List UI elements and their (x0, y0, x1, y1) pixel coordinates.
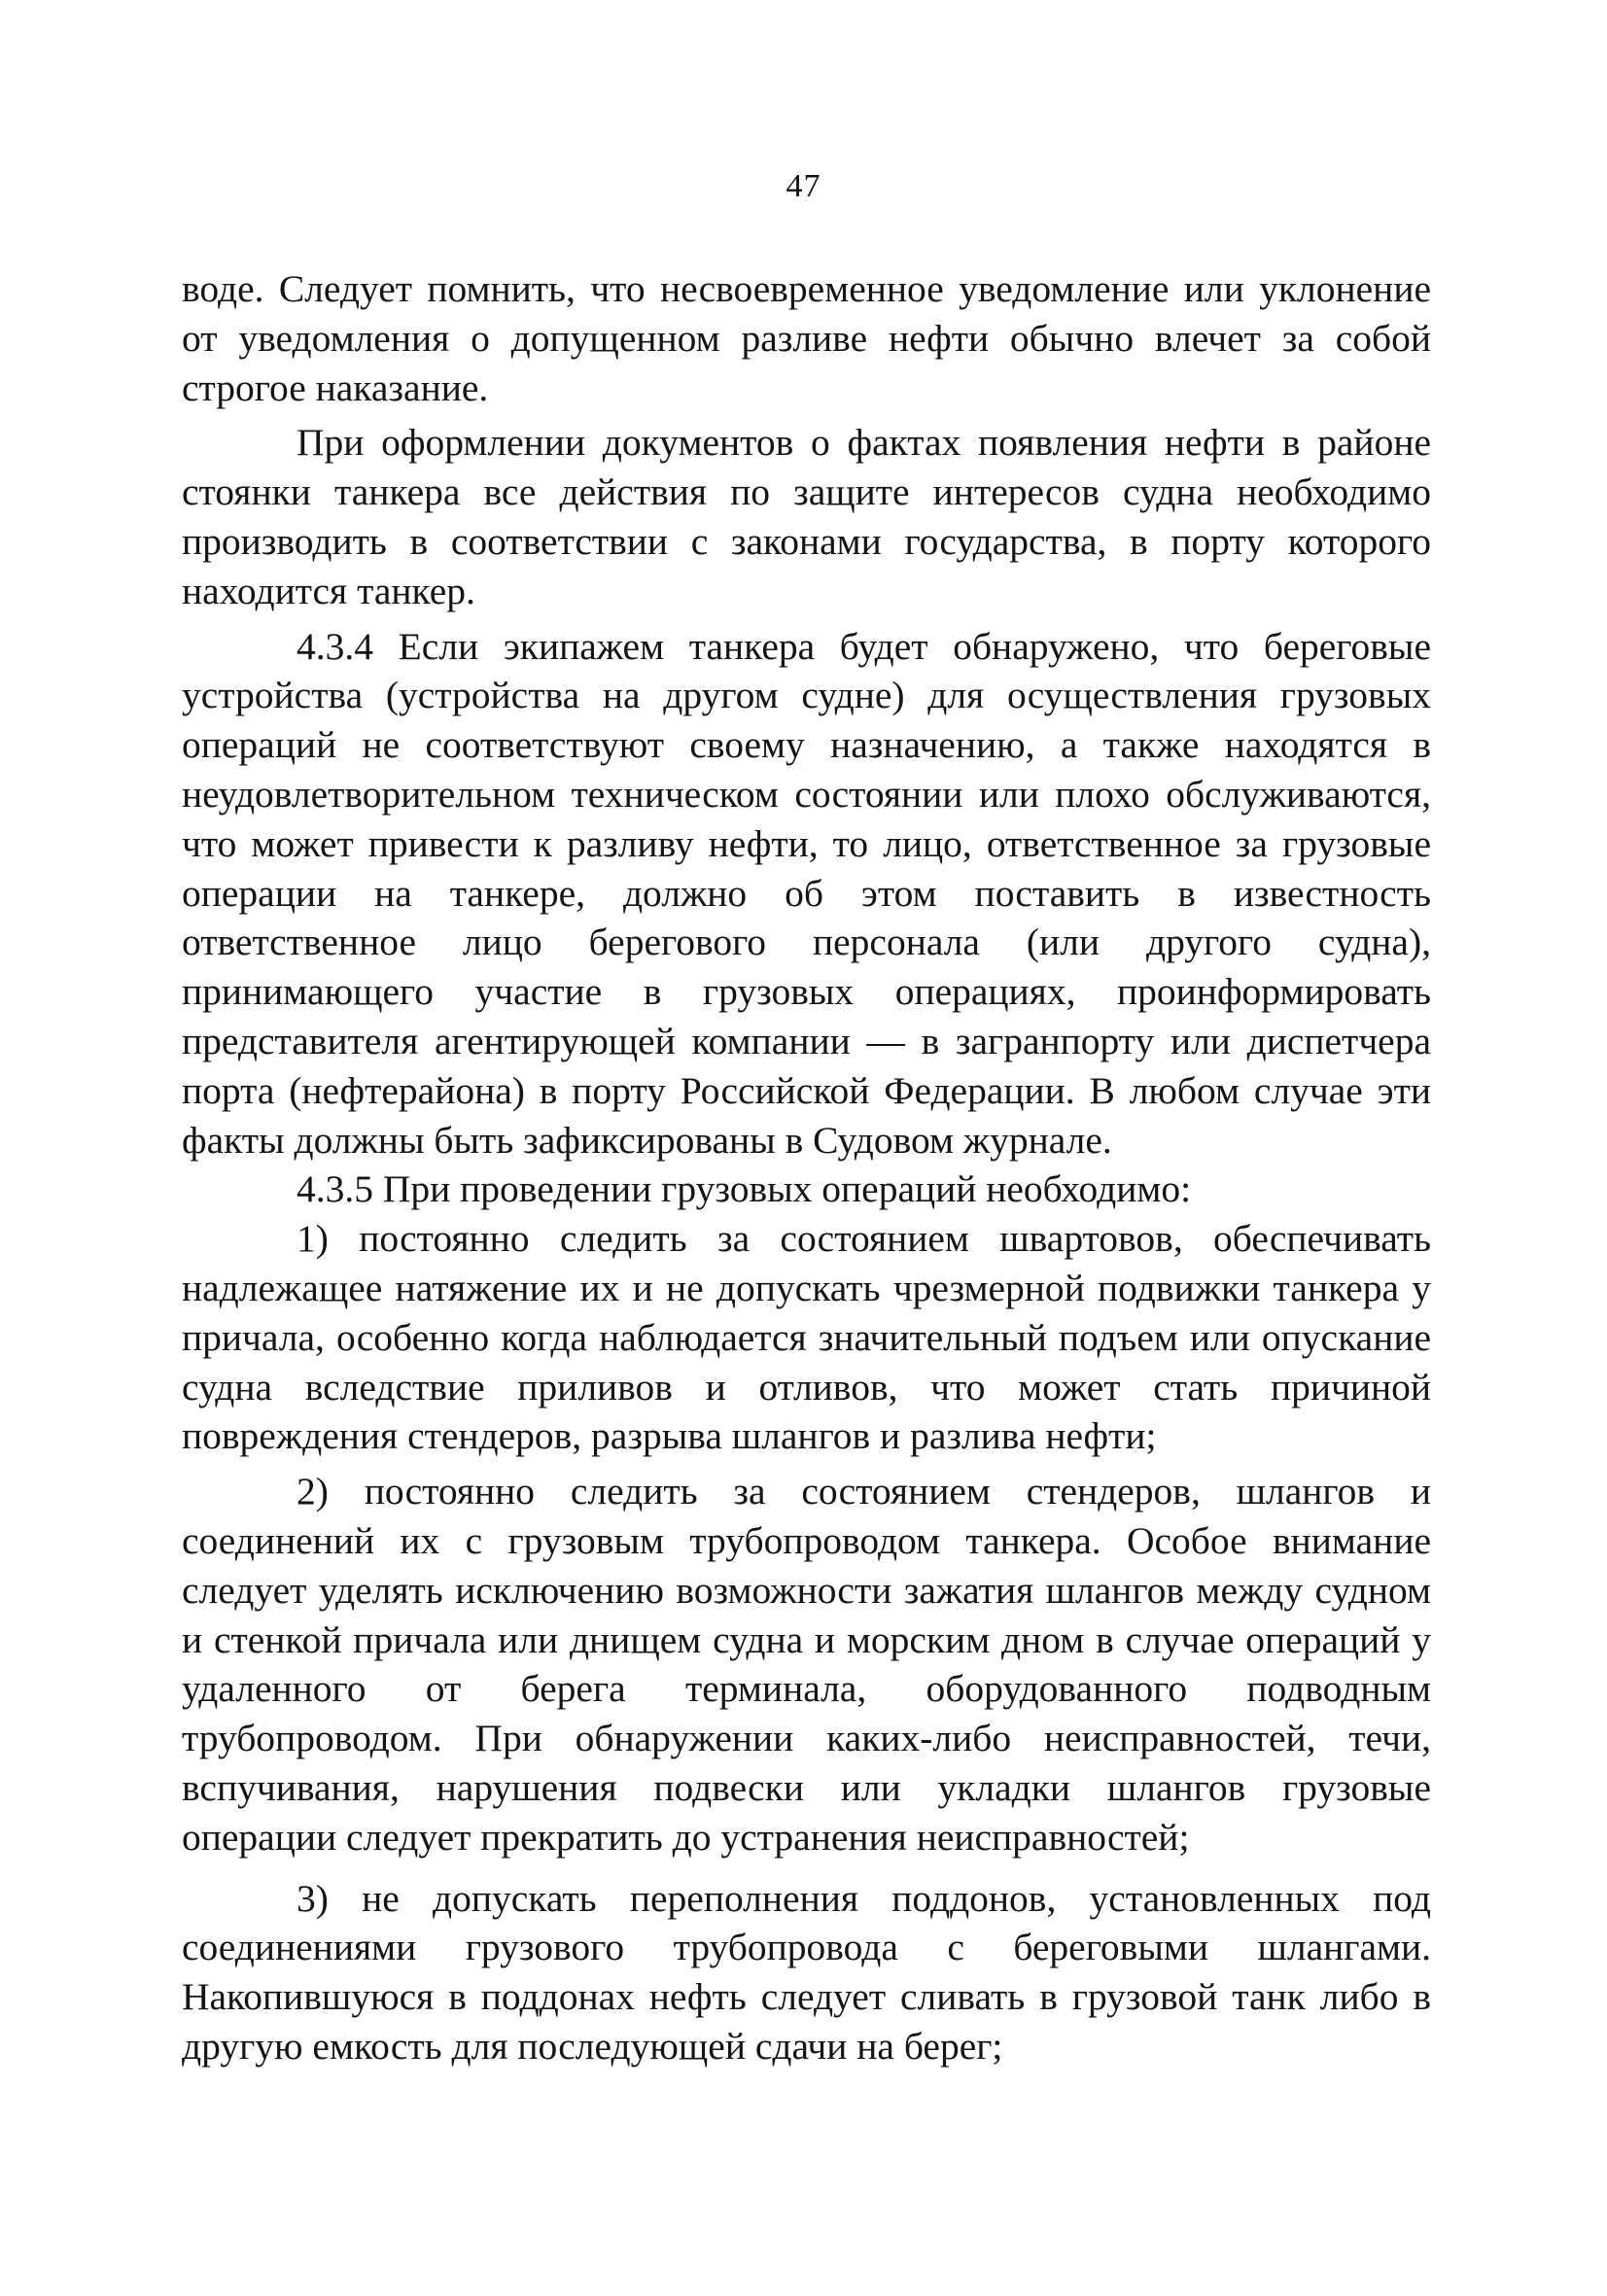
paragraph-continuation: воде. Следует помнить, что несвоевременное уведомление или уклонение от уведомления о допущенном разливе нефти обычно влечет за собой строгое наказание. (182, 267, 1431, 409)
paragraph-4-3-4: 4.3.4 Если экипажем танкера будет обнаружено, что береговые устройства (устройства на другом судне) для осуществления грузовых операций не соответствуют своему назначению, а также находятся в неудовлетворительном техническом состоянии или плохо обслуживаются, что может привести к разливу нефти, то лицо, ответственное за грузовые операции на танкере, должно об этом поставить в известность ответственное лицо берегового персонала (или другого судна), принимающего участие в грузовых операциях, проинформировать представителя агентирующей компании — в загранпорту или диспетчера порта (нефтерайона) в порту Российской Федерации. В любом случае эти факты должны быть зафиксированы в Судовом журнале. (182, 624, 1431, 1162)
page-number: 47 (786, 168, 821, 204)
list-item-1: 1) постоянно следить за состоянием швартовов, обеспечивать надлежащее натяжение их и не допускать чрезмерной подвижки танкера у причала, особенно когда наблюдается значительный подъем или опускание судна вследствие приливов и отливов, что может стать причиной повреждения стендеров, разрыва шлангов и разлива нефти; (182, 1217, 1431, 1458)
text-body (182, 264, 1431, 2071)
paragraph-documents: При оформлении документов о фактах появления нефти в районе стоянки танкера все действия по защите интересов судна необходимо производить в соответствии с законами государства, в порту которого находится танкер. (182, 421, 1431, 612)
list-item-2: 2) постоянно следить за состоянием стендеров, шлангов и соединений их с грузовым трубопроводом танкера. Особое внимание следует уделять исключению возможности зажатия шлангов между судном и стенкой причала или днищем судна и морским дном в случае операций у удаленного от берега терминала, оборудованного подводным трубопроводом. При обнаружении каких-либо неисправностей, течи, вспучивания, нарушения подвески или укладки шлангов грузовые операции следует прекратить до устранения неисправностей; (182, 1470, 1431, 1859)
paragraph-4-3-5: 4.3.5 При проведении грузовых операций необходимо: (297, 1167, 1192, 1211)
list-item-3: 3) не допускать переполнения поддонов, установленных под соединениями грузового трубопровода с береговыми шлангами. Накопившуюся в поддонах нефть следует сливать в грузовой танк либо в другую емкость для последующей сдачи на берег; (182, 1876, 1431, 2068)
